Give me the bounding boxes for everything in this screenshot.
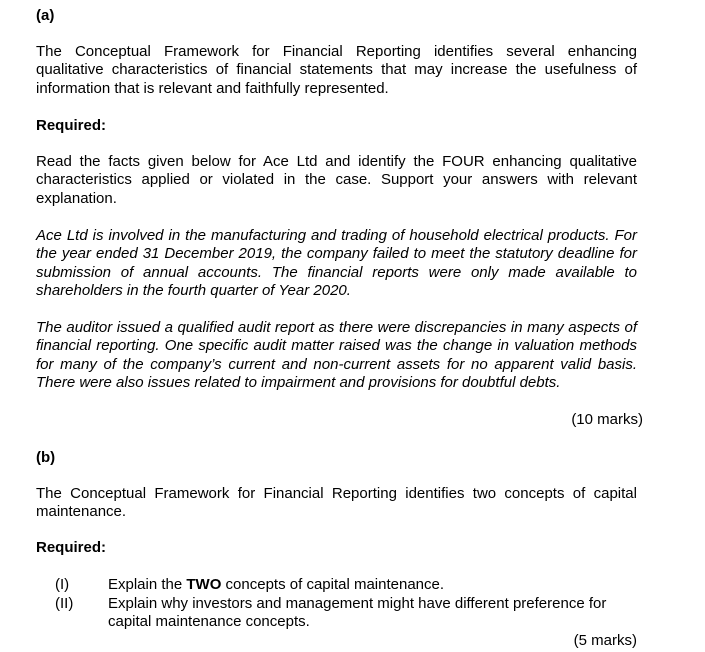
part-a-required-label: Required: [36,117,107,134]
part-a-label: (a) [36,7,55,24]
list-item-text-emphasis: TWO [186,576,222,593]
case-paragraph-1: Ace Ltd is involved in the manufacturing and trading of household electrical products. For the year ended 31 December 2019, the company failed to meet the statutory deadline for submission of annual accounts. The financial reports were only made available to shareholders in the fourth quarter of Year 2020. [36,227,637,299]
list-item-text-start: Explain the [108,576,187,593]
list-item-text: Explain why investors and management might have different preference for capital maintenance concepts. [108,595,607,631]
list-item-text [108,576,638,594]
list-item-text-end: concepts of capital maintenance. [221,576,445,593]
part-b-label: (b) [36,449,56,466]
part-b-intro: The Conceptual Framework for Financial Reporting identifies two concepts of capital maintenance. [36,485,637,521]
list-item-number: (I) [55,576,70,593]
part-b-required-label: Required: [36,539,107,556]
list-item-number: (II) [55,595,74,612]
part-a-marks: (10 marks) [571,411,643,428]
case-paragraph-2: The auditor issued a qualified audit report as there were discrepancies in many aspects of financial reporting. One specific audit matter raised was the change in valuation methods for many of the company’s current and non-current assets for no apparent valid basis. There were also issues related to impairment and provisions for doubtful debts. [36,319,637,391]
part-a-task: Read the facts given below for Ace Ltd and identify the FOUR enhancing qualitative characteristics applied or violated in the case. Support your answers with relevant explanation. [36,153,637,207]
part-a-intro: The Conceptual Framework for Financial Reporting identifies several enhancing qualitative characteristics of financial statements that may increase the usefulness of information that is relevant and faithfully represented. [36,43,637,97]
part-b-marks: (5 marks) [573,632,637,649]
